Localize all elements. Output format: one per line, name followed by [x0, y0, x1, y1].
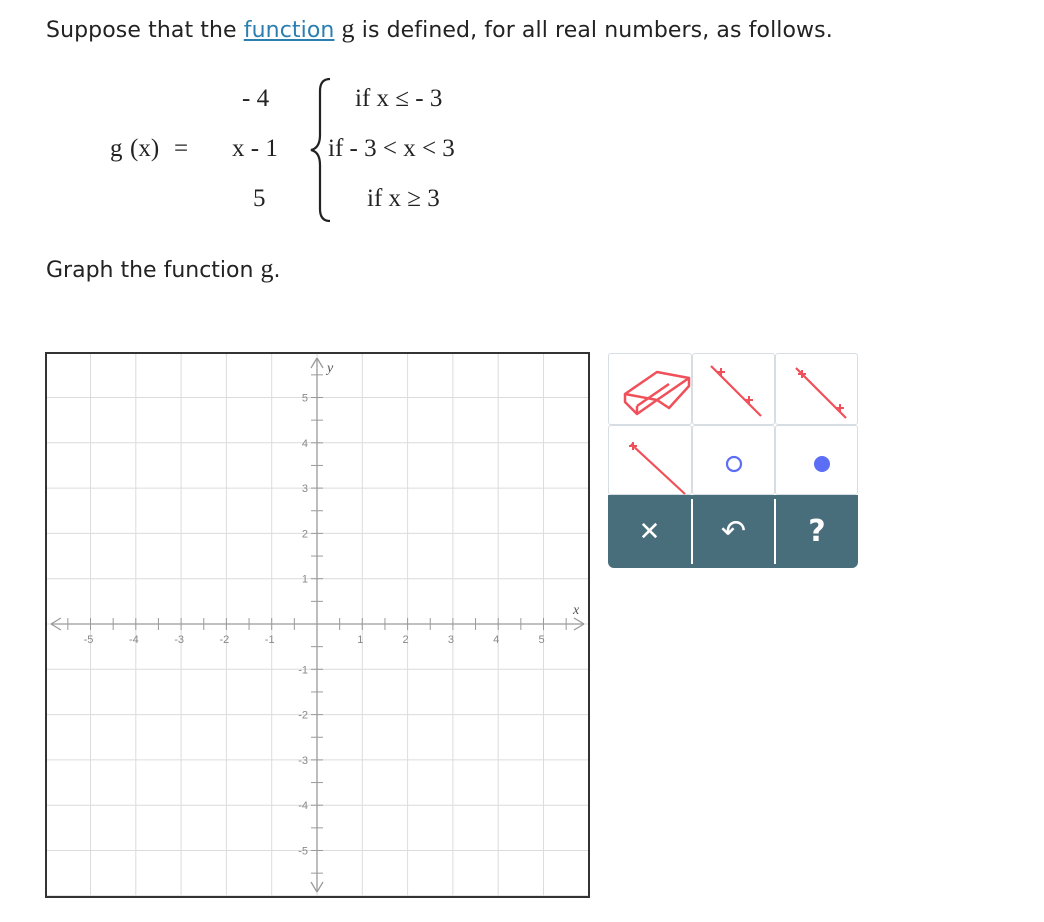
ray-tool[interactable]	[775, 353, 858, 425]
line-tool[interactable]	[608, 425, 692, 495]
eraser-icon	[609, 354, 693, 426]
y-tick-label: -5	[298, 845, 308, 858]
x-tick-label: -3	[174, 634, 184, 646]
y-tick-label: 3	[301, 483, 308, 496]
equals-sign: =	[174, 135, 189, 162]
y-tick-label: -3	[298, 754, 308, 767]
piece-3-expression: 5	[253, 185, 266, 212]
undo-button[interactable]	[693, 495, 774, 568]
segment-icon	[693, 354, 776, 426]
y-tick-label: -2	[298, 709, 308, 722]
line-icon	[609, 426, 693, 496]
y-tick-label: 4	[301, 437, 308, 450]
function-link[interactable]: function	[243, 18, 335, 43]
intro-text-end: is defined, for all real numbers, as follows.	[354, 18, 833, 43]
ray-icon	[776, 354, 859, 426]
instruction-variable: g	[260, 254, 274, 283]
piece-1-condition: if x ≤ - 3	[355, 85, 443, 112]
lhs-name: g	[110, 135, 123, 162]
clear-button[interactable]	[608, 495, 691, 568]
piece-2-expression: x - 1	[232, 135, 278, 162]
x-tick-label: 5	[538, 634, 545, 646]
y-tick-label: -4	[298, 800, 308, 813]
help-icon: ?	[808, 514, 826, 549]
clear-icon: ✕	[638, 516, 661, 547]
x-tick-label: 1	[357, 634, 364, 646]
x-tick-label: 3	[447, 634, 454, 646]
open-point-icon	[693, 426, 776, 496]
y-axis-label: y	[327, 361, 334, 376]
y-tick-label: 1	[301, 573, 308, 586]
piece-1-expression: - 4	[242, 85, 270, 112]
piece-2-condition: if - 3 < x < 3	[328, 135, 455, 162]
x-tick-label: -1	[264, 634, 275, 646]
action-bar	[608, 495, 858, 568]
x-tick-label: 2	[402, 634, 409, 646]
y-tick-label: -1	[298, 664, 308, 677]
instruction-period: .	[273, 258, 281, 283]
x-tick-label: 4	[493, 634, 500, 646]
y-tick-label: 2	[301, 528, 308, 541]
graphing-canvas[interactable]	[45, 352, 590, 898]
closed-point-tool[interactable]	[775, 425, 858, 495]
x-tick-label: -5	[83, 634, 94, 646]
help-button[interactable]	[776, 495, 858, 568]
open-point-tool[interactable]	[692, 425, 775, 495]
graphing-toolbar	[608, 353, 858, 568]
x-axis-label: x	[573, 603, 580, 618]
x-tick-label: -4	[128, 634, 139, 646]
graph-instruction	[46, 254, 280, 284]
segment-tool[interactable]	[692, 353, 775, 425]
intro-text: Suppose that the	[46, 18, 244, 43]
instruction-text: Graph the function	[46, 258, 261, 283]
function-variable: g	[341, 14, 355, 43]
eraser-tool[interactable]	[608, 353, 692, 425]
closed-point-icon	[776, 426, 859, 496]
y-tick-label: 5	[301, 392, 308, 405]
problem-statement	[46, 14, 833, 44]
piecewise-definition	[110, 75, 530, 225]
undo-icon: ↶	[720, 514, 747, 549]
piece-3-condition: if x ≥ 3	[367, 185, 440, 212]
lhs-argument: (x)	[130, 135, 160, 162]
x-tick-label: -2	[219, 634, 230, 646]
